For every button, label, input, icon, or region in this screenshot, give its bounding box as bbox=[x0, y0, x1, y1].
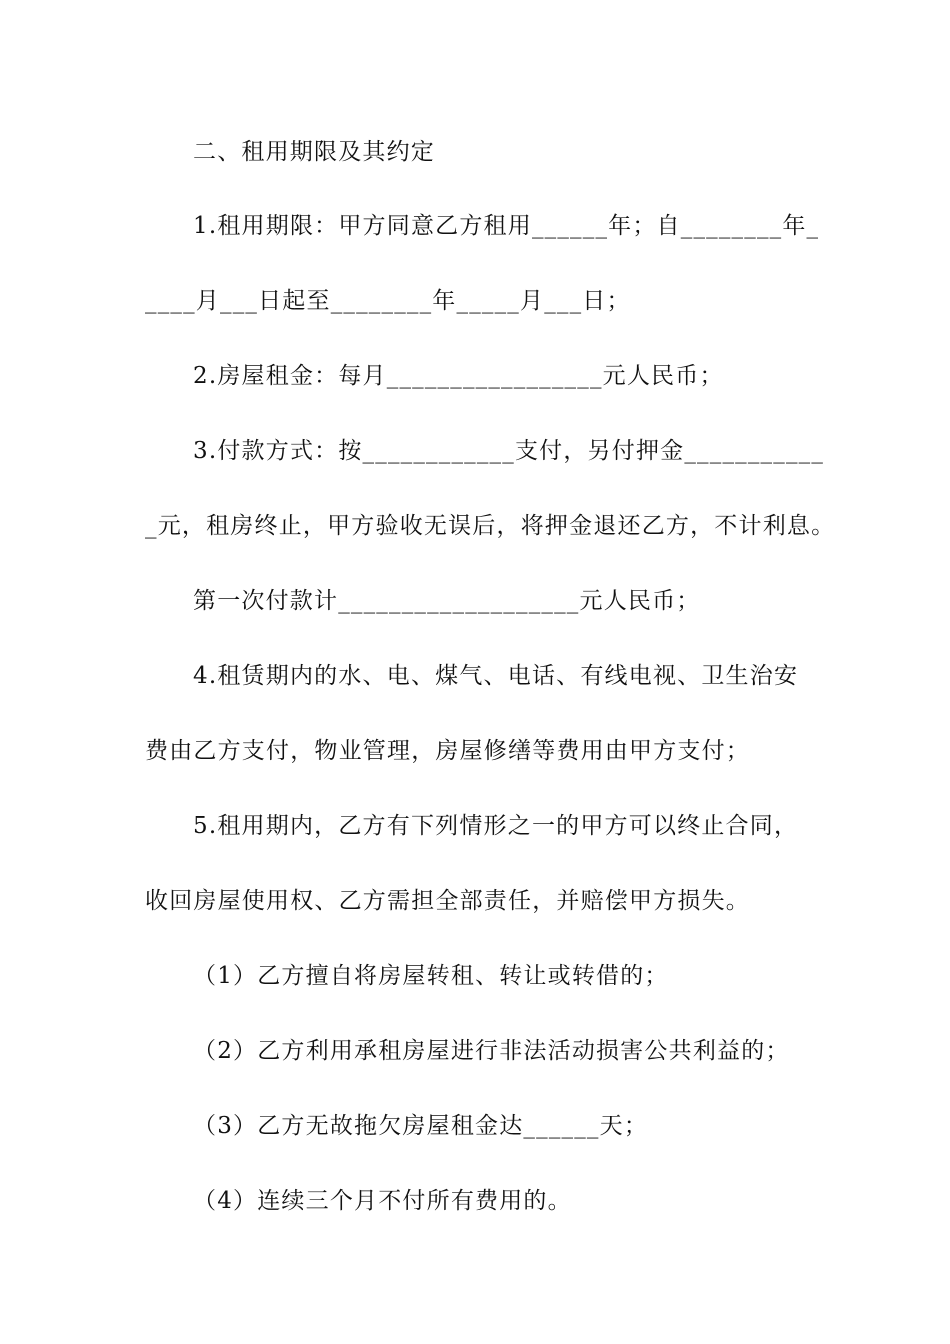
clause-2: 2.房屋租金：每月_________________元人民币； bbox=[193, 363, 724, 389]
list-item: （2）乙方利用承租房屋进行非法活动损害公共利益的； bbox=[193, 1038, 790, 1064]
list-item: （1）乙方擅自将房屋转租、转让或转借的； bbox=[193, 963, 669, 989]
section-heading: 二、租用期限及其约定 bbox=[193, 139, 435, 165]
clause-5-line-2: 收回房屋使用权、乙方需担全部责任，并赔偿甲方损失。 bbox=[145, 888, 750, 914]
list-item: （4）连续三个月不付所有费用的。 bbox=[193, 1188, 572, 1214]
clause-1-line-2: ____月___日起至________年_____月___日； bbox=[145, 288, 631, 314]
clause-4-line-2: 费由乙方支付，物业管理，房屋修缮等费用由甲方支付； bbox=[145, 738, 750, 764]
clause-3-line-1: 3.付款方式：按____________支付，另付押金___________ bbox=[193, 438, 825, 464]
list-item: （3）乙方无故拖欠房屋租金达______天； bbox=[193, 1113, 649, 1139]
first-payment-line: 第一次付款计___________________元人民币； bbox=[193, 588, 701, 614]
clause-5-line-1: 5.租用期内，乙方有下列情形之一的甲方可以终止合同， bbox=[193, 813, 799, 839]
clause-4-line-1: 4.租赁期内的水、电、煤气、电话、有线电视、卫生治安 bbox=[193, 663, 799, 689]
clause-3-line-2: _元，租房终止，甲方验收无误后，将押金退还乙方，不计利息。 bbox=[145, 513, 836, 539]
clause-1-line-1: 1.租用期限：甲方同意乙方租用______年；自________年_ bbox=[193, 213, 820, 239]
